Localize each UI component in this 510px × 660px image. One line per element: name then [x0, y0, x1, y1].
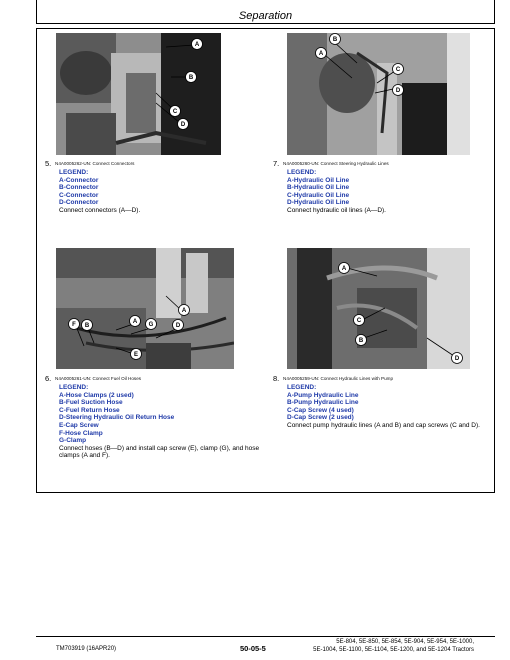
callout-b: B [84, 323, 90, 329]
callout-d: D [180, 122, 186, 128]
legend-item: B-Hydraulic Oil Line [287, 184, 350, 192]
legend-item: B-Pump Hydraulic Line [287, 399, 359, 407]
photo-connect-connectors [56, 33, 221, 155]
footer-models-line1: 5E-804, 5E-850, 5E-854, 5E-904, 5E-954, 5E-1000, [336, 639, 474, 645]
callout-e: E [133, 352, 139, 358]
callout-a: A [194, 42, 200, 48]
instruction: Connect hydraulic oil lines (A—D). [287, 206, 386, 214]
callout-d: D [395, 88, 401, 94]
step-number: 5. [45, 159, 52, 168]
footer-page-number: 50-05-5 [240, 644, 266, 653]
footer-doc-id: TM703919 (16APR20) [56, 646, 117, 652]
legend-item: A-Hydraulic Oil Line [287, 176, 350, 184]
legend-item: A-Connector [59, 176, 99, 184]
callout-f: F [72, 322, 76, 328]
callout-c: C [395, 67, 401, 73]
header-box [36, 0, 495, 24]
image-caption: N4A0005260-UN: Connect Steering Hydraulic Lines [283, 161, 389, 166]
legend-item: C-Connector [59, 191, 99, 199]
step-7 [273, 160, 493, 220]
legend-item: A-Pump Hydraulic Line [287, 391, 359, 399]
photo-connect-pump-lines [287, 248, 470, 369]
legend-item: G-Clamp [59, 437, 87, 445]
step-6 [45, 375, 273, 475]
legend-item: F-Hose Clamp [59, 429, 103, 437]
callout-d: D [175, 323, 181, 329]
legend-item: B-Fuel Suction Hose [59, 399, 123, 407]
legend-item: C-Fuel Return Hose [59, 406, 120, 414]
callout-b: B [332, 37, 338, 43]
legend-title: LEGEND: [59, 169, 89, 176]
callout-b: B [188, 75, 194, 81]
callout-c: C [172, 109, 178, 115]
content-box [36, 28, 495, 493]
callout-d: D [454, 356, 460, 362]
legend-title: LEGEND: [287, 169, 317, 176]
callout-a: A [181, 308, 187, 314]
legend-item: D-Hydraulic Oil Line [287, 199, 350, 207]
legend-item: D-Steering Hydraulic Oil Return Hose [59, 414, 175, 422]
instruction: Connect connectors (A—D). [59, 206, 141, 214]
section-title: Separation [238, 10, 293, 22]
step-number: 8. [273, 374, 280, 383]
legend-item: D-Connector [59, 199, 99, 207]
image-caption: N4A0005259-UN: Connect Hydraulic Lines with Pump [283, 376, 394, 381]
callout-c: C [356, 318, 362, 324]
legend-item: B-Connector [59, 184, 99, 192]
image-caption: N4A0005262-UN: Connect Connectors [55, 161, 135, 166]
image-caption: N4A0005261-UN: Connect Fuel Oil Hoses [55, 376, 142, 381]
instruction: Connect pump hydraulic lines (A and B) and cap screws (C and D). [287, 421, 480, 429]
footer-divider [36, 636, 495, 637]
legend-item: E-Cap Screw [59, 421, 99, 429]
callout-a: A [132, 319, 138, 325]
step-8 [273, 375, 493, 455]
callout-g: G [148, 322, 154, 328]
step-number: 7. [273, 159, 280, 168]
callout-b: B [358, 338, 364, 344]
callout-a: A [318, 51, 324, 57]
legend-item: C-Cap Screw (4 used) [287, 406, 354, 414]
step-number: 6. [45, 374, 52, 383]
callout-a: A [341, 266, 347, 272]
step-5 [45, 160, 265, 220]
instruction: Connect hoses (B—D) and install cap screw (E), clamp (G), and hose clamps (A and F). [59, 444, 260, 460]
legend-item: C-Hydraulic Oil Line [287, 191, 350, 199]
footer-models-line2: 5E-1004, 5E-1100, 5E-1104, 5E-1200, and 5E-1204 Tractors [313, 647, 474, 653]
legend-title: LEGEND: [59, 384, 89, 391]
legend-title: LEGEND: [287, 384, 317, 391]
footer-models [313, 638, 474, 654]
legend-item: D-Cap Screw (2 used) [287, 414, 354, 422]
photo-connect-steering-lines [287, 33, 470, 155]
photo-connect-fuel-hoses [56, 248, 234, 369]
legend-item: A-Hose Clamps (2 used) [59, 391, 134, 399]
